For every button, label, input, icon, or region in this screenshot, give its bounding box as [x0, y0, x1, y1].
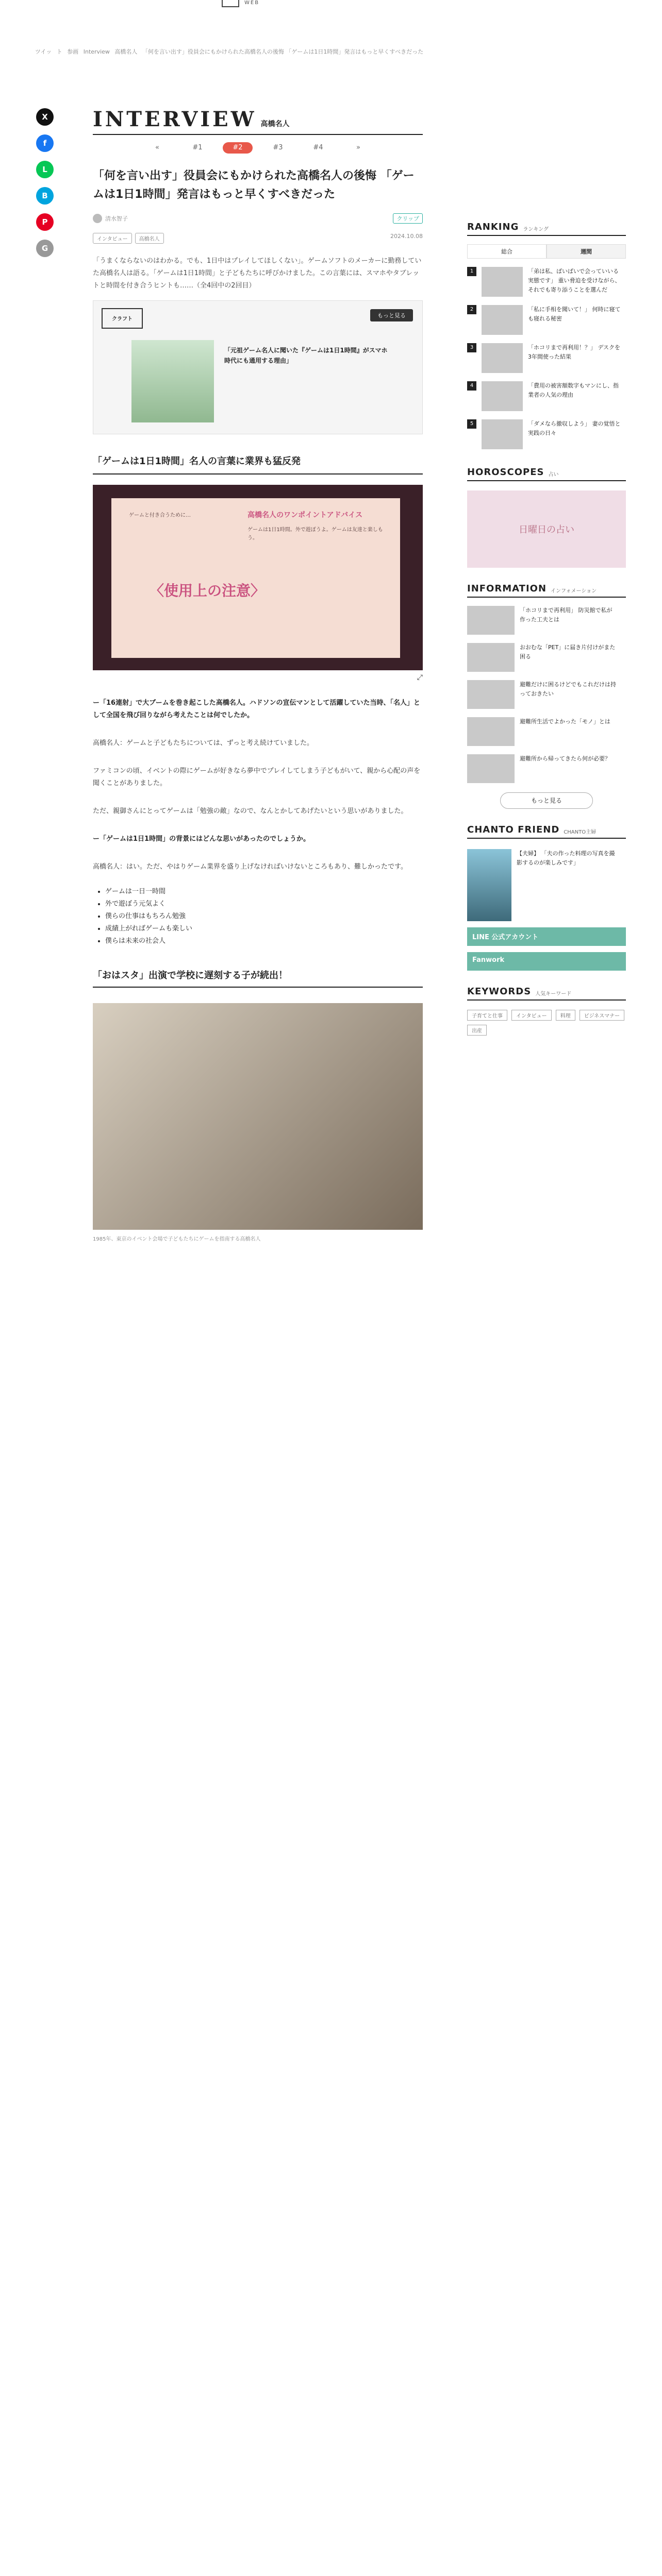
- ranking-item[interactable]: [467, 343, 626, 373]
- horoscope-banner[interactable]: 日曜日の占い: [467, 490, 626, 568]
- rank-title: 「費用の被害額数字もマンにし、指業者の人気の理由: [528, 382, 619, 398]
- info-thumb: [467, 717, 515, 746]
- photo-caption: 1985年、東京のイベント会場で子どもたちにゲームを指南する高橋名人: [93, 1236, 261, 1242]
- rank-number: 1: [467, 267, 476, 276]
- keyword[interactable]: 料理: [556, 1010, 575, 1021]
- info-title: おおむな「PET」に届き片付けがまた困る: [520, 644, 616, 660]
- rules-list: [93, 886, 423, 947]
- promo-image: [131, 340, 214, 422]
- share-buttons: [36, 108, 59, 266]
- rank-thumb: [482, 381, 523, 411]
- rule-3: • 僕らの仕事はもちろん勉強: [105, 910, 423, 923]
- breadcrumb-item-1[interactable]: ツイッ: [35, 48, 52, 55]
- keywords-header: [467, 986, 626, 1001]
- keyword[interactable]: インタビュー: [511, 1010, 552, 1021]
- info-thumb: [467, 754, 515, 783]
- info-more-button[interactable]: もっと見る: [500, 792, 593, 809]
- hatena-share-icon[interactable]: B: [36, 187, 54, 205]
- ranking-item[interactable]: [467, 419, 626, 449]
- horoscope-subtitle: 占い: [548, 472, 559, 478]
- ranking-subtitle: ランキング: [523, 227, 549, 232]
- info-thumb: [467, 643, 515, 672]
- info-item[interactable]: [467, 606, 626, 635]
- friend-subtitle: CHANTO主婦: [564, 829, 597, 835]
- promo-button[interactable]: もっと見る: [370, 309, 413, 321]
- ranking-title: RANKING: [467, 222, 519, 232]
- rank-thumb: [482, 305, 523, 335]
- friend-header: [467, 824, 626, 839]
- copy-share-icon[interactable]: G: [36, 240, 54, 257]
- manual-page: [111, 498, 400, 658]
- rule-2: • 外で遊ぼう元気よく: [105, 898, 423, 910]
- lead-paragraph: 「うまくならないのはわかる。でも、1日中はプレイしてほしくない」。ゲームソフトのメーカーに勤務していた高橋名人は語る。「ゲームは1日1時間」と子どもたちに呼びかけました。この言葉には、スマホやタブレットと時間を付き合うヒントも……（全4回中の2回目）: [93, 257, 422, 290]
- info-title: 避難だけに困るけどでもこれだけは持っておきたい: [520, 681, 616, 697]
- keyword[interactable]: 出産: [467, 1025, 487, 1036]
- question-1: ー「16連射」で大ブームを巻き起こした高橋名人。ハドソンの宣伝マンとして活躍していた当時、「名人」として全国を飛び回りながら考えたことは何でしたか。: [93, 699, 420, 719]
- section3-heading: 「おはスタ」出演で学校に遅刻する子が続出！: [93, 968, 423, 988]
- paragraph-4: ただ、親御さんにとってゲームは「勉強の敵」なので、なんとかしてあげたいという思いがありました。: [93, 807, 408, 815]
- info-title: 避難所から帰ってきたら何が必要？: [520, 755, 610, 762]
- rank-thumb: [482, 267, 523, 297]
- article-date: 2024.10.08: [390, 233, 423, 240]
- author-avatar: [93, 214, 102, 223]
- rank-title: 「私に手相を聞いて！」 何時に寝ても寝れる秘密: [528, 306, 621, 322]
- figure-big-text: 〈使用上の注意〉: [150, 582, 266, 599]
- keyword[interactable]: 子育てと仕事: [467, 1010, 507, 1021]
- info-title: 避難所生活でよかった「モノ」とは: [520, 718, 610, 725]
- pager-1[interactable]: #1: [192, 144, 203, 151]
- question-2: ー「ゲームは1日1時間」の背景にはどんな思いがあったのでしょうか。: [93, 835, 310, 843]
- breadcrumb-item-4[interactable]: Interview: [83, 48, 110, 55]
- info-thumb: [467, 606, 515, 635]
- sidebar-banners: [467, 927, 626, 971]
- article-photo: [93, 1003, 423, 1230]
- friend-image: [467, 849, 511, 921]
- keywords-title: KEYWORDS: [467, 986, 532, 997]
- tag-2[interactable]: 高橋名人: [135, 233, 164, 244]
- horoscope-title: HOROSCOPES: [467, 467, 544, 478]
- rank-title: 「ダメなら撤収しよう」 妻の覚悟と実践の日々: [528, 420, 621, 436]
- fanwork-banner[interactable]: Fanwork: [467, 952, 626, 971]
- information-subtitle: インフォメーション: [551, 588, 597, 594]
- breadcrumb-item-2[interactable]: ト: [56, 48, 62, 55]
- rank-number: 4: [467, 381, 476, 391]
- info-item[interactable]: [467, 643, 626, 672]
- ranking-item[interactable]: [467, 267, 626, 297]
- rank-title: 「ホコリまで再利用！？」 デスクを3年間使った結果: [528, 344, 621, 360]
- breadcrumb-item-6: 「何を言い出す」役員会にもかけられた高橋名人の後悔 「ゲームは1日1時間」発言はもっと早くすべきだった: [142, 48, 424, 55]
- pager-3[interactable]: #3: [273, 144, 283, 151]
- x-share-icon[interactable]: X: [36, 108, 54, 126]
- answer-2: 高橋名人：はい。ただ、やはりゲーム業界を盛り上げなければいけないところもあり、難しかったです。: [93, 863, 407, 871]
- info-item[interactable]: [467, 680, 626, 709]
- clip-button[interactable]: クリップ: [393, 213, 423, 224]
- section-subtitle: 高橋名人: [260, 120, 290, 128]
- section2-heading: 「ゲームは1日1時間」名人の言葉に業界も猛反発: [93, 454, 423, 474]
- author-name[interactable]: 清水智子: [105, 215, 128, 222]
- figure-right-text: ゲームは1日1時間。外で遊ぼうよ。ゲームは友達と楽しもう。: [247, 527, 383, 541]
- author: [93, 213, 128, 224]
- rank-number: 2: [467, 305, 476, 314]
- site-logo[interactable]: [222, 0, 309, 8]
- rank-thumb: [482, 419, 523, 449]
- expand-icon[interactable]: ⤢: [417, 673, 423, 682]
- friend-card[interactable]: [467, 849, 626, 921]
- answer-1: 高橋名人：ゲームと子どもたちについては、ずっと考え続けていました。: [93, 739, 313, 747]
- friend-text: 【夫婦】 「夫の作った料理の写真を撮影するのが楽しみです」: [517, 850, 615, 866]
- facebook-share-icon[interactable]: f: [36, 134, 54, 152]
- article-headline: 「何を言い出す」役員会にもかけられた高橋名人の後悔 「ゲームは1日1時間」発言はもっと早くすべきだった: [93, 170, 415, 201]
- rule-5: • 僕らは未来の社会人: [105, 935, 423, 947]
- ranking-header: [467, 222, 626, 236]
- friend-title: CHANTO FRIEND: [467, 824, 560, 835]
- tab-total[interactable]: 総合: [467, 244, 547, 259]
- pager-prev[interactable]: «: [155, 144, 159, 151]
- promo-text: 「元祖ゲーム名人に聞いた『ゲームは1日1時間』がスマホ時代にも通用する理由」: [224, 347, 388, 364]
- ranking-tabs: [467, 244, 626, 259]
- information-header: [467, 583, 626, 598]
- tab-weekly[interactable]: 週間: [547, 244, 626, 259]
- paragraph-3: ファミコンの頃、イベントの際にゲームが好きなら夢中でプレイしてしまう子どもがいて、親から心配の声を聞くことがありました。: [93, 767, 421, 787]
- breadcrumb-item-5[interactable]: 高橋名人: [114, 48, 138, 55]
- pocket-share-icon[interactable]: P: [36, 213, 54, 231]
- horoscope-header: [467, 467, 626, 481]
- rule-4: • 成績上がればゲームも楽しい: [105, 923, 423, 935]
- figure-left-text: ゲームと付き合うために…: [129, 513, 191, 518]
- article-meta: [93, 213, 423, 224]
- pager-4[interactable]: #4: [313, 144, 323, 151]
- main-content: [93, 108, 423, 1244]
- rank-number: 5: [467, 419, 476, 429]
- section-header: [93, 108, 423, 135]
- sidebar: [467, 222, 626, 1036]
- pager-2[interactable]: #2: [223, 142, 253, 154]
- info-title: 「ホコリまで再利用」 防災館で私が作った工夫とは: [520, 607, 613, 623]
- figure-right-title: 高橋名人のワンポイントアドバイス: [247, 511, 363, 519]
- ranking-item[interactable]: [467, 305, 626, 335]
- logo-web-text: WEB: [244, 0, 260, 6]
- tags-row: [93, 233, 423, 244]
- info-item[interactable]: [467, 717, 626, 746]
- line-banner[interactable]: LINE 公式アカウント: [467, 927, 626, 946]
- pager: [93, 142, 423, 154]
- promo-title: クラフト: [102, 308, 143, 329]
- keyword[interactable]: ビジネスマナー: [580, 1010, 625, 1021]
- logo-box: [222, 0, 239, 7]
- rank-title: 「弟は私、ばいばいで会っていいる実態です」 重い脅迫を受けながら、それでも寄り添うことを選んだ: [528, 268, 621, 293]
- breadcrumb: [35, 47, 458, 56]
- ranking-item[interactable]: [467, 381, 626, 411]
- breadcrumb-item-3[interactable]: 参画: [67, 48, 79, 55]
- pager-next[interactable]: »: [356, 144, 360, 151]
- keywords-subtitle: 人気キーワード: [535, 991, 572, 997]
- line-share-icon[interactable]: L: [36, 161, 54, 178]
- information-title: INFORMATION: [467, 583, 547, 594]
- rank-thumb: [482, 343, 523, 373]
- info-item[interactable]: [467, 754, 626, 783]
- tag-1[interactable]: インタビュー: [93, 233, 132, 244]
- article-figure: [93, 485, 423, 670]
- info-thumb: [467, 680, 515, 709]
- keyword-list: [467, 1010, 626, 1036]
- rank-number: 3: [467, 343, 476, 352]
- section-title: INTERVIEW: [93, 107, 257, 131]
- rule-1: • ゲームは一日一時間: [105, 886, 423, 898]
- promo-card[interactable]: [93, 300, 423, 434]
